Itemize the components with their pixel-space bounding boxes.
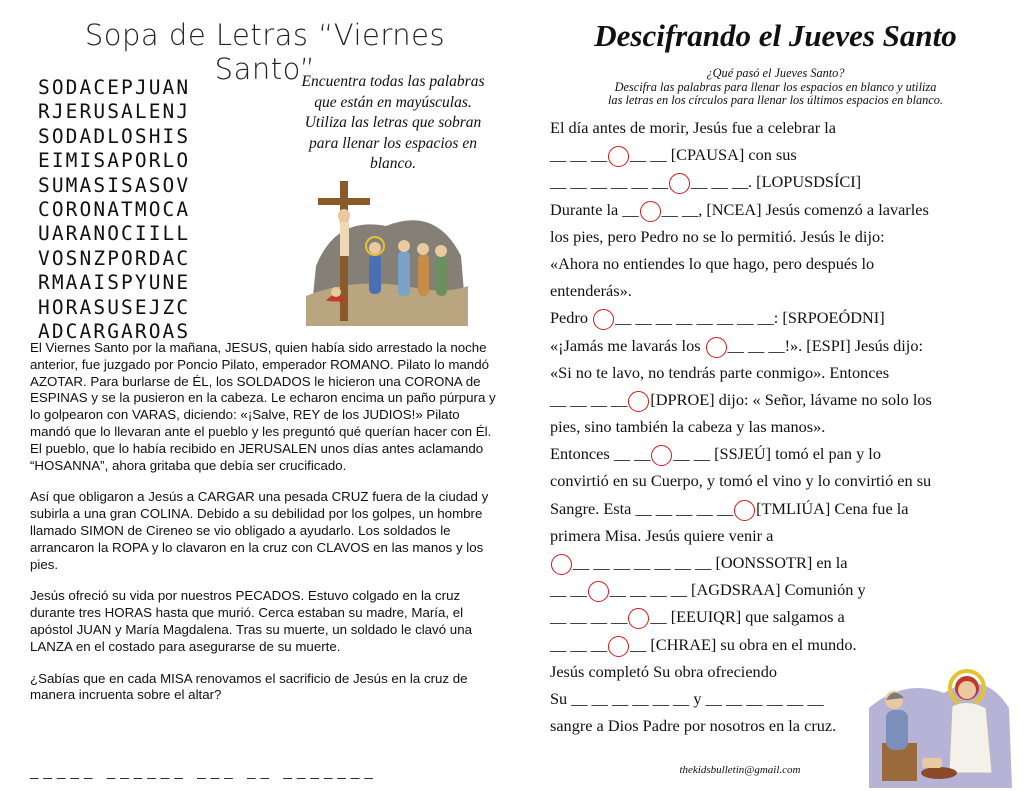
- puzzle-text: __ __ __ __ __ __: [550, 172, 669, 192]
- grid-row: SUMASISASOV: [38, 173, 191, 197]
- story-paragraph: El Viernes Santo por la mañana, JESUS, quien había sido arrestado la noche anterior, fue juzgado por Poncio Pilato, emperador ROMANO. Pilato lo mandó AZOTAR. Para burlarse de ÉL, los SOLDADOS le hicieron una CORONA de ESPINAS y se la pusieron en la cabeza. Le echaron encima un paño púrpura y lo golpearon con VARAS, diciendo: «¡Salve, REY de los JUDIOS!» Pilato mandó que lo llevaran ante el pueblo y les preguntó qué querían hacer con Él. El pueblo, que lo había recibido en JERUSALEN unos días antes aclamando “HOSANNA”, ahora gritaba que debía ser crucificado.: [30, 340, 496, 473]
- puzzle-text: [DPROE] dijo: « Señor, lávame no solo los: [650, 389, 932, 409]
- puzzle-text: convirtió en su Cuerpo, y tomó el vino y lo convirtió en su: [550, 471, 932, 491]
- puzzle-text: pies, sino también la cabeza y las manos».: [550, 417, 826, 437]
- grid-row: UARANOCIILL: [38, 222, 191, 246]
- puzzle-text: [TMLIÚA] Cena fue la: [756, 498, 909, 518]
- puzzle-text: Su __ __ __ __ __ __ y __ __ __ __ __ __: [550, 688, 824, 708]
- puzzle-text: Sangre. Esta __ __ __ __ __: [550, 498, 734, 518]
- grid-row: SODADLOSHIS: [38, 124, 191, 148]
- puzzle-text: entenderás».: [550, 281, 632, 301]
- puzzle-text: __ __ __. [LOPUSDSÍCI]: [691, 172, 862, 192]
- puzzle-line: [550, 277, 1005, 304]
- grid-row: RJERUSALENJ: [38, 100, 191, 124]
- puzzle-text: __ __ __ __ [AGDSRAA] Comunión y: [609, 580, 866, 600]
- grid-row: VOSNZPORDAC: [38, 246, 191, 270]
- answer-circle: [734, 500, 755, 521]
- puzzle-text: El día antes de morir, Jesús fue a celebrar la: [550, 118, 836, 137]
- grid-row: HORASUSEJZC: [38, 295, 191, 319]
- puzzle-line: [550, 196, 1005, 223]
- grid-row: SODACEPJUAN: [38, 76, 191, 99]
- puzzle-line: [550, 168, 1005, 195]
- puzzle-text: Entonces __ __: [550, 444, 651, 464]
- puzzle-line: [550, 522, 1005, 549]
- puzzle-text: «¡Jamás me lavarás los: [550, 335, 705, 355]
- puzzle-line: [550, 386, 1005, 413]
- scramble-intro: [548, 67, 1003, 108]
- puzzle-line: [550, 603, 1005, 630]
- word-search-instructions: Encuentra todas las palabras que están en mayúsculas. Utiliza las letras que sobran para llenar los espacios en blanco.: [301, 73, 485, 172]
- puzzle-text: «Si no te lavo, no tendrás parte conmigo». Entonces: [550, 362, 890, 382]
- puzzle-line: [550, 440, 1005, 467]
- puzzle-line: [550, 250, 1005, 277]
- contact-email: thekidsbulletin@gmail.com: [679, 764, 801, 776]
- grid-row: CORONATMOCA: [38, 198, 191, 222]
- scramble-title: Descifrando el Jueves Santo: [594, 18, 957, 53]
- answer-circle: [706, 337, 727, 358]
- answer-blanks: _ _ _ _ _ _ _ _ _ _ _ _ _ _ _ _ _ _ _ _ _ _ _: [30, 763, 374, 780]
- puzzle-line: [550, 576, 1005, 603]
- puzzle-line: [550, 495, 1005, 522]
- puzzle-text: __ __ __ __ __ __ __ [OONSSOTR] en la: [573, 553, 848, 572]
- word-search-title: Sopa de Letras “Viernes Santo”: [84, 18, 446, 86]
- grid-row: EIMISAPORLO: [38, 149, 191, 173]
- puzzle-text: __ __ __ __: [550, 607, 628, 627]
- puzzle-line: [550, 549, 1005, 576]
- answer-circle: [593, 309, 614, 330]
- puzzle-line: [550, 141, 1005, 168]
- intro-line: las letras en los círculos para llenar los últimos espacios en blanco.: [608, 93, 943, 107]
- answer-circle: [651, 445, 672, 466]
- puzzle-text: los pies, pero Pedro no se lo permitió. Jesús le dijo:: [550, 226, 885, 246]
- puzzle-line: [550, 332, 1005, 359]
- puzzle-text: __ __, [NCEA] Jesús comenzó a lavarles: [661, 199, 929, 219]
- puzzle-text: __ [EEUIQR] que salgamos a: [650, 607, 845, 627]
- answer-circle: [640, 201, 661, 222]
- puzzle-line: [550, 223, 1005, 250]
- grid-row: RMAAISPYUNE: [38, 271, 191, 295]
- scramble-puzzle: [550, 114, 1005, 739]
- grid-row: ADCARGAROAS: [38, 320, 191, 344]
- answer-circle: [608, 636, 629, 657]
- puzzle-line: [550, 304, 1005, 331]
- puzzle-text: __ __: [550, 580, 587, 600]
- puzzle-text: __ __ __!». [ESPI] Jesús dijo:: [727, 335, 923, 355]
- puzzle-text: __ __ [CPAUSA] con sus: [629, 145, 797, 165]
- intro-line: ¿Qué pasó el Jueves Santo?: [706, 66, 845, 80]
- puzzle-line: [550, 413, 1005, 440]
- puzzle-line: [550, 359, 1005, 386]
- letter-grid: [38, 76, 288, 344]
- puzzle-text: __ __ __: [550, 145, 607, 165]
- puzzle-text: Jesús completó Su obra ofreciendo: [550, 661, 777, 681]
- puzzle-text: __ __ __: [550, 634, 607, 654]
- answer-circle: [628, 391, 649, 412]
- puzzle-text: Pedro: [550, 308, 593, 328]
- story-paragraph: ¿Sabías que en cada MISA renovamos el sacrificio de Jesús en la cruz de manera incruenta sobre el altar?: [30, 670, 468, 703]
- story-paragraph: Así que obligaron a Jesús a CARGAR una pesada CRUZ fuera de la ciudad y subirla a una gran COLINA. Debido a su debilidad por los golpes, un hombre llamado SIMON de Cireneo se vio obligado a ayudarlo. Los soldados le arrancaron la ROPA y lo clavaron en la cruz con CLAVOS en las manos y los pies.: [30, 489, 489, 572]
- puzzle-line: [550, 114, 1005, 141]
- puzzle-text: __ __ __ __ __ __ __ __: [SRPOEÓDNI]: [615, 308, 885, 328]
- good-friday-story: [30, 340, 500, 719]
- answer-circle: [551, 554, 572, 575]
- intro-line: Descifra las palabras para llenar los espacios en blanco y utiliza: [614, 79, 937, 94]
- puzzle-line: [550, 467, 1005, 494]
- puzzle-text: __ __ [SSJEÚ] tomó el pan y lo: [673, 444, 881, 464]
- answer-circle: [669, 173, 690, 194]
- puzzle-text: Durante la __: [550, 199, 639, 219]
- puzzle-text: __ [CHRAE] su obra en el mundo.: [629, 634, 857, 654]
- story-paragraph: Jesús ofreció su vida por nuestros PECADOS. Estuvo colgado en la cruz durante tres HORAS hasta que murió. Cerca estaban su madre, María, el apóstol JUAN y María Magdalena. Tras su muerte, un soldado le clavó una LANZA en el costado para asegurarse de su muerte.: [30, 588, 472, 654]
- puzzle-text: «Ahora no entiendes lo que hago, pero después lo: [550, 253, 875, 273]
- crucifixion-illustration: [296, 176, 471, 326]
- foot-washing-illustration: [864, 648, 1014, 788]
- answer-circle: [608, 146, 629, 167]
- puzzle-text: primera Misa. Jesús quiere venir a: [550, 525, 774, 545]
- puzzle-text: sangre a Dios Padre por nosotros en la cruz.: [550, 716, 837, 736]
- answer-circle: [628, 608, 649, 629]
- answer-circle: [588, 581, 609, 602]
- puzzle-text: __ __ __ __: [550, 389, 628, 409]
